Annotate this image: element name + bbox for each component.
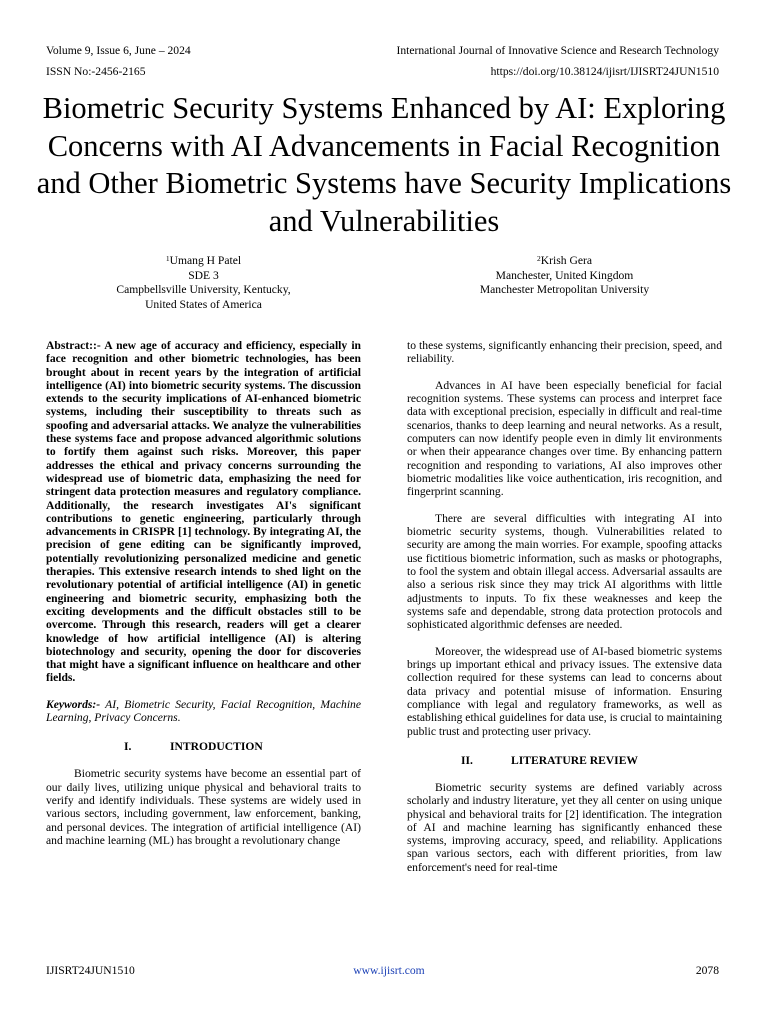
footer-website-link[interactable]: www.ijisrt.com — [353, 964, 425, 977]
volume-info: Volume 9, Issue 6, June – 2024 — [46, 44, 191, 57]
section-title: INTRODUCTION — [170, 740, 263, 754]
author-1-line: United States of America — [145, 297, 262, 311]
section-heading-literature-review — [407, 754, 722, 768]
keywords-text: AI, Biometric Security, Facial Recognition, Machine Learning, Privacy Concerns. — [46, 697, 361, 725]
paragraph: Biometric security systems have become an essential part of our daily lives, utilizing unique physical and behavioral traits to verify and identify individuals. These systems are widely used in various sectors, including government, law enforcement, banking, and personal devices. The integration of artificial intelligence (AI) and machine learning (ML) has brought a revolutionary change — [46, 767, 361, 847]
author-1-line: SDE 3 — [188, 268, 219, 282]
paper-title: Biometric Security Systems Enhanced by AI: Exploring Concerns with AI Advancements in Facial Recognition and Other Biometric Systems have Security Implications and Vulnerabilities — [36, 91, 732, 238]
doi-link[interactable]: https://doi.org/10.38124/ijisrt/IJISRT24JUN1510 — [490, 65, 719, 78]
section-number: I. — [124, 740, 132, 754]
section-title: LITERATURE REVIEW — [511, 753, 639, 767]
left-column — [46, 339, 361, 847]
author-2-name: Krish Gera — [540, 254, 592, 267]
author-2-sup: 2 — [537, 254, 541, 263]
paragraph: There are several difficulties with integrating AI into biometric security systems, though. Vulnerabilities related to security are among the main worries. For example, spoofing attacks use fictitious biometric information, such as masks or photographs, to fool the system and obtain illegal access. Adversarial assaults are also a serious risk since they may trick AI algorithms with little adjustments to inputs. To fix these weaknesses and keep the systems safe and dependable, strong data protection protocols and sophisticated algorithmic defenses are needed. — [407, 511, 722, 632]
paragraph: to these systems, significantly enhancing their precision, speed, and reliability. — [407, 339, 722, 366]
author-2-line: Manchester, United Kingdom — [495, 268, 634, 282]
author-1-line: Campbellsville University, Kentucky, — [116, 283, 291, 297]
section-heading-introduction — [46, 740, 361, 754]
footer-paper-id: IJISRT24JUN1510 — [46, 964, 135, 977]
right-column — [407, 339, 722, 874]
paragraph: Biometric security systems are defined variably across scholarly and industry literature, yet they all center on using unique physical and behavioral traits for [2] identification. The integration of AI and machine learning has significantly enhanced these systems, improving accuracy, speed, and reliability. Applications span various sectors, each with different priorities, from law enforcement's need for real-time — [407, 780, 722, 874]
author-2 — [407, 254, 722, 298]
paragraph: Moreover, the widespread use of AI-based biometric systems brings up important ethical and privacy issues. The extensive data collection required for these systems can lead to concerns about data privacy and potential misuse of information. Ensuring compliance with legal and regulatory frameworks, as well as establishing ethical guidelines for data use, is crucial to maintaining public trust and protecting user privacy. — [407, 644, 722, 738]
issn: ISSN No:-2456-2165 — [46, 65, 146, 78]
page-number: 2078 — [695, 964, 719, 977]
author-1-sup: 1 — [165, 254, 170, 263]
abstract: Abstract::- A new age of accuracy and efficiency, especially in face recognition and other biometric technologies, has been brought about in recent years by the integration of artificial intelligence (AI) into biometric security systems. The discussion extends to the security implications of AI-enhanced biometric systems, including their susceptibility to threats such as spoofing and adversarial attacks. We analyze the vulnerabilities these systems face and propose advanced algorithmic solutions to fortify them against such risks. Moreover, this paper addresses the ethical and privacy concerns surrounding the widespread use of biometric data, emphasizing the need for stringent data protection measures and regulatory compliance. Additionally, the research investigates AI's significant contributions to genetic engineering, particularly through advancements in CRISPR [1] technology. By integrating AI, the precision of gene editing can be significantly improved, potentially revolutionizing personalized medicine and genetic therapies. This extensive research intends to shed light on the revolutionary potential of artificial intelligence (AI) in genetic engineering and biometric security, emphasizing both the exciting developments and the difficult obstacles still to be overcome. Through this research, readers will get a clearer knowledge of how artificial intelligence (AI) is altering biotechnology and security, opening the door for discoveries that might have a significant influence on healthcare and other fields. — [46, 339, 361, 685]
paragraph: Advances in AI have been especially beneficial for facial recognition systems. These systems can process and interpret face data with exceptional precision, especially in difficult and real-time scenarios, thanks to deep learning and neural networks. As a result, computers can now identify people even in dimly lit environments or when their appearance changes over time. By enhancing pattern recognition and responding to variations, AI also improves other biometric modalities like voice authentication, iris recognition, and fingerprint scanning. — [407, 378, 722, 499]
author-2-line: Manchester Metropolitan University — [479, 283, 650, 297]
journal-name: International Journal of Innovative Science and Research Technology — [396, 44, 719, 57]
keywords-label: Keywords:- — [46, 697, 101, 711]
keywords — [46, 698, 361, 725]
author-1 — [46, 254, 361, 312]
author-1-name: Umang H Patel — [169, 254, 242, 267]
section-number: II. — [461, 753, 473, 767]
